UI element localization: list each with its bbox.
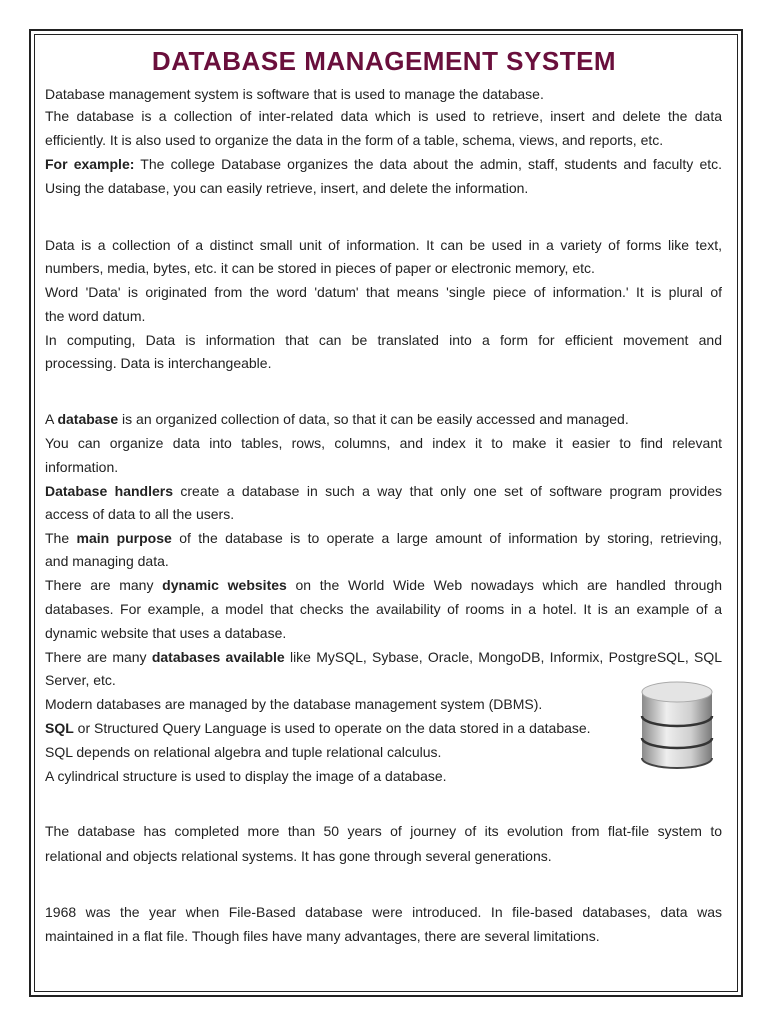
text-span: SQL depends on relational algebra and tuple relational calculus. [45, 744, 442, 760]
text-line [45, 847, 722, 865]
database-cylinder-icon [638, 680, 716, 772]
text-span: In computing, Data is information that can be translated into a form for efficient movement and [45, 332, 722, 348]
text-span: and managing data. [45, 553, 169, 569]
text-span: access of data to all the users. [45, 506, 235, 522]
text-span: There are many [45, 649, 152, 665]
text-span: create a database in such a way that only one set of software program provides [173, 483, 722, 499]
text-span: maintained in a flat file. Though files have many advantages, there are several limitations. [45, 928, 600, 944]
text-line [45, 434, 722, 452]
text-line [45, 259, 722, 277]
text-line [45, 354, 722, 372]
text-span: processing. Data is interchangeable. [45, 355, 272, 371]
text-span: dynamic website that uses a database. [45, 625, 287, 641]
text-span: the word datum. [45, 308, 146, 324]
text-line [45, 600, 722, 618]
text-span: Database management system is software that is used to manage the database. [45, 86, 544, 102]
text-line [45, 458, 722, 476]
text-line [45, 505, 722, 523]
text-span: is an organized collection of data, so that it can be easily accessed and managed. [118, 411, 629, 427]
bold-term: SQL [45, 720, 74, 736]
text-line [45, 767, 615, 785]
text-line [45, 719, 615, 737]
text-line [45, 331, 722, 349]
text-span: efficiently. It is also used to organize the data in the form of a table, schema, views, and reports, etc. [45, 132, 664, 148]
text-span: Word 'Data' is originated from the word 'datum' that means 'single piece of information.' It is plural of [45, 284, 722, 300]
text-line [45, 410, 722, 428]
text-span: databases. For example, a model that checks the availability of rooms in a hotel. It is an example of a [45, 601, 722, 617]
text-span: on the World Wide Web nowadays which are handled through [286, 577, 722, 593]
text-line [45, 927, 722, 945]
text-line [45, 624, 722, 642]
text-span: Modern databases are managed by the database management system (DBMS). [45, 696, 543, 712]
text-span: You can organize data into tables, rows, columns, and index it to make it easier to find relevant [45, 435, 722, 451]
text-line [45, 85, 722, 103]
text-span: Data is a collection of a distinct small unit of information. It can be used in a variety of forms like text, [45, 237, 722, 253]
text-line [45, 552, 722, 570]
text-span: of the database is to operate a large amount of information by storing, retrieving, [171, 530, 722, 546]
bold-term: databases available [151, 649, 285, 665]
text-line [45, 743, 615, 761]
text-line [45, 155, 722, 173]
text-line [45, 283, 722, 301]
bold-term: For example: [45, 156, 135, 172]
text-span: The database is a collection of inter-related data which is used to retrieve, insert and delete the data [45, 108, 722, 124]
text-span: like MySQL, Sybase, Oracle, MongoDB, Informix, PostgreSQL, SQL [284, 649, 722, 665]
text-span: The database has completed more than 50 years of journey of its evolution from flat-file system to [45, 823, 722, 839]
text-span: relational and objects relational systems. It has gone through several generations. [45, 848, 552, 864]
text-span: Using the database, you can easily retrieve, insert, and delete the information. [45, 180, 529, 196]
text-line [45, 482, 722, 500]
text-line [45, 529, 722, 547]
text-line [45, 307, 722, 325]
bold-term: main purpose [76, 530, 172, 546]
text-span: A cylindrical structure is used to display the image of a database. [45, 768, 447, 784]
text-line [45, 236, 722, 254]
text-line [45, 107, 722, 125]
text-span: or Structured Query Language is used to operate on the data stored in a database. [73, 720, 591, 736]
text-span: 1968 was the year when File-Based database were introduced. In file-based databases, data was [45, 904, 722, 920]
text-span: numbers, media, bytes, etc. it can be stored in pieces of paper or electronic memory, etc. [45, 260, 595, 276]
text-span: Server, etc. [45, 672, 116, 688]
bold-term: dynamic websites [162, 577, 287, 593]
bold-term: database [57, 411, 119, 427]
text-span: The [45, 530, 77, 546]
text-line [45, 131, 722, 149]
text-line [45, 822, 722, 840]
text-line [45, 648, 722, 666]
text-line [45, 671, 722, 689]
text-line [45, 179, 722, 197]
text-span: information. [45, 459, 119, 475]
text-span: There are many [45, 577, 163, 593]
bold-term: Database handlers [45, 483, 173, 499]
page-title: DATABASE MANAGEMENT SYSTEM [151, 46, 617, 76]
text-span: The college Database organizes the data about the admin, staff, students and faculty etc. [134, 156, 722, 172]
text-span: A [45, 411, 58, 427]
text-line [45, 695, 615, 713]
text-line [45, 576, 722, 594]
text-line [45, 903, 722, 921]
